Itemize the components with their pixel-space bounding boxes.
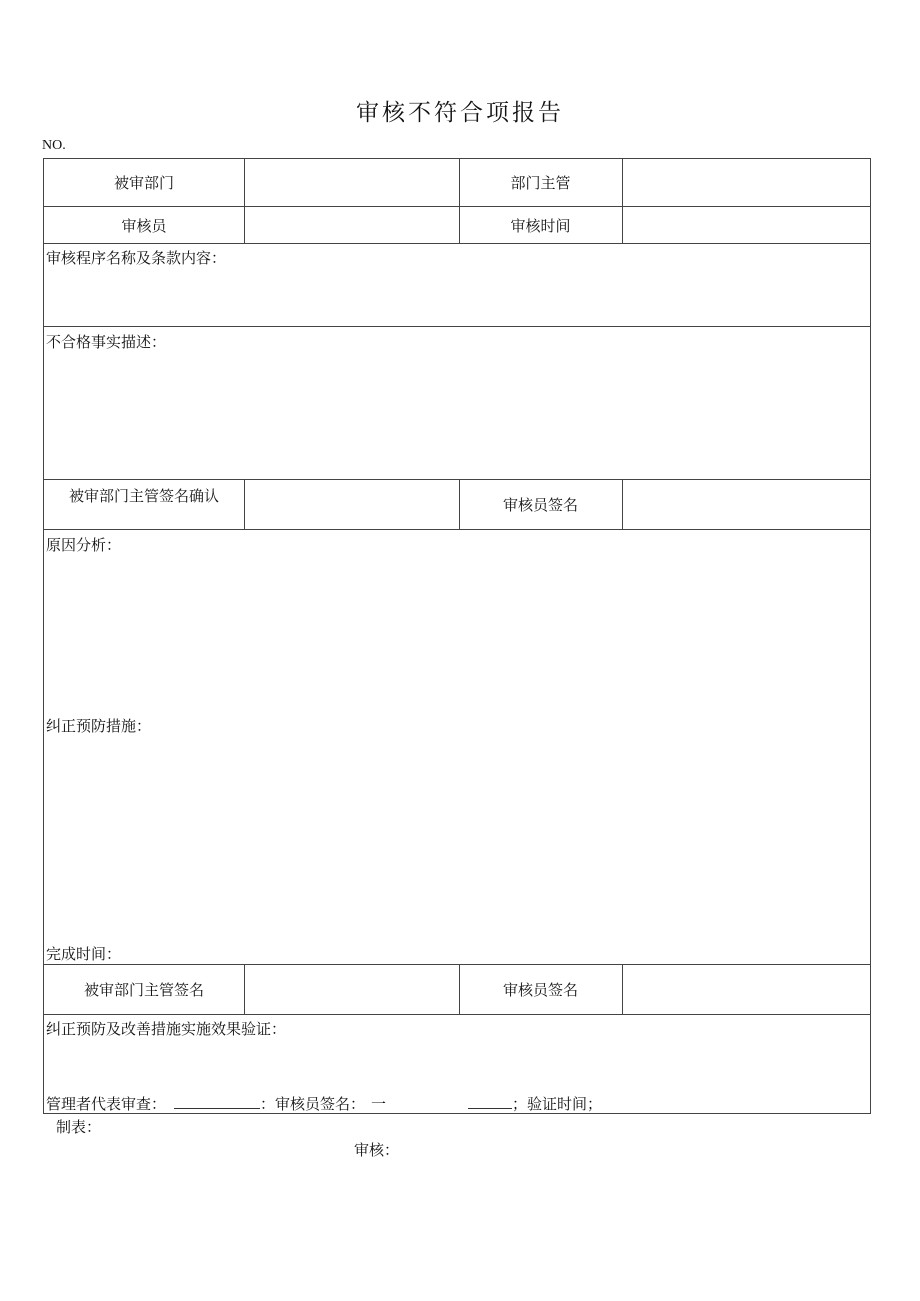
dash-mark: 一 xyxy=(371,1095,387,1113)
prepared-by-label: 制表： xyxy=(56,1118,102,1136)
nonconformity-form xyxy=(43,158,871,1114)
dept-head-label: 部门主管 xyxy=(510,174,571,192)
verification-label: 纠正预防及改善措施实施效果验证： xyxy=(46,1020,287,1038)
auditor-sign-field[interactable] xyxy=(623,480,870,529)
nonconformity-label: 不合格事实描述： xyxy=(46,333,167,351)
cause-field[interactable] xyxy=(44,554,870,704)
auditor-sig-label: ：审核员签名： xyxy=(260,1095,366,1113)
corrective-field[interactable] xyxy=(44,735,870,935)
mgmt-rep-blank[interactable] xyxy=(174,1094,260,1109)
audited-dept-field[interactable] xyxy=(245,159,459,206)
nonconformity-field[interactable] xyxy=(44,351,870,477)
audit-time-label: 审核时间 xyxy=(510,216,571,235)
auditor-sign-label-2: 审核员签名 xyxy=(502,981,578,999)
dept-head-confirm-label: 被审部门主管签名确认 xyxy=(68,486,219,505)
dept-head-sign-label: 被审部门主管签名 xyxy=(83,981,204,999)
verify-time-label: ；验证时间； xyxy=(512,1095,603,1113)
auditor-label: 审核员 xyxy=(121,216,167,235)
dept-head-confirm-field[interactable] xyxy=(245,480,459,529)
row-divider xyxy=(44,1014,870,1015)
audited-dept-label: 被审部门 xyxy=(113,174,174,192)
verification-signoff-row xyxy=(46,1093,602,1114)
completion-label: 完成时间： xyxy=(46,945,122,963)
reviewed-by-label: 审核： xyxy=(354,1141,400,1159)
row-divider xyxy=(44,326,870,327)
row-divider xyxy=(44,529,870,530)
auditor-sign-label: 审核员签名 xyxy=(502,496,578,514)
dept-head-field[interactable] xyxy=(623,159,870,206)
auditor-sign-field-2[interactable] xyxy=(623,965,870,1014)
mgmt-rep-label: 管理者代表审查： xyxy=(46,1095,167,1113)
dept-head-sign-field[interactable] xyxy=(245,965,459,1014)
audit-time-field[interactable] xyxy=(623,207,870,243)
cause-label: 原因分析： xyxy=(46,536,122,554)
page-title: 审核不符合项报告 xyxy=(356,100,564,126)
procedure-label: 审核程序名称及条款内容： xyxy=(46,249,227,267)
row-divider xyxy=(44,243,870,244)
procedure-field[interactable] xyxy=(44,265,870,325)
auditor-sig-blank[interactable] xyxy=(468,1094,512,1109)
report-number-label: NO. xyxy=(42,138,66,153)
corrective-label: 纠正预防措施： xyxy=(46,717,152,735)
auditor-field[interactable] xyxy=(245,207,459,243)
